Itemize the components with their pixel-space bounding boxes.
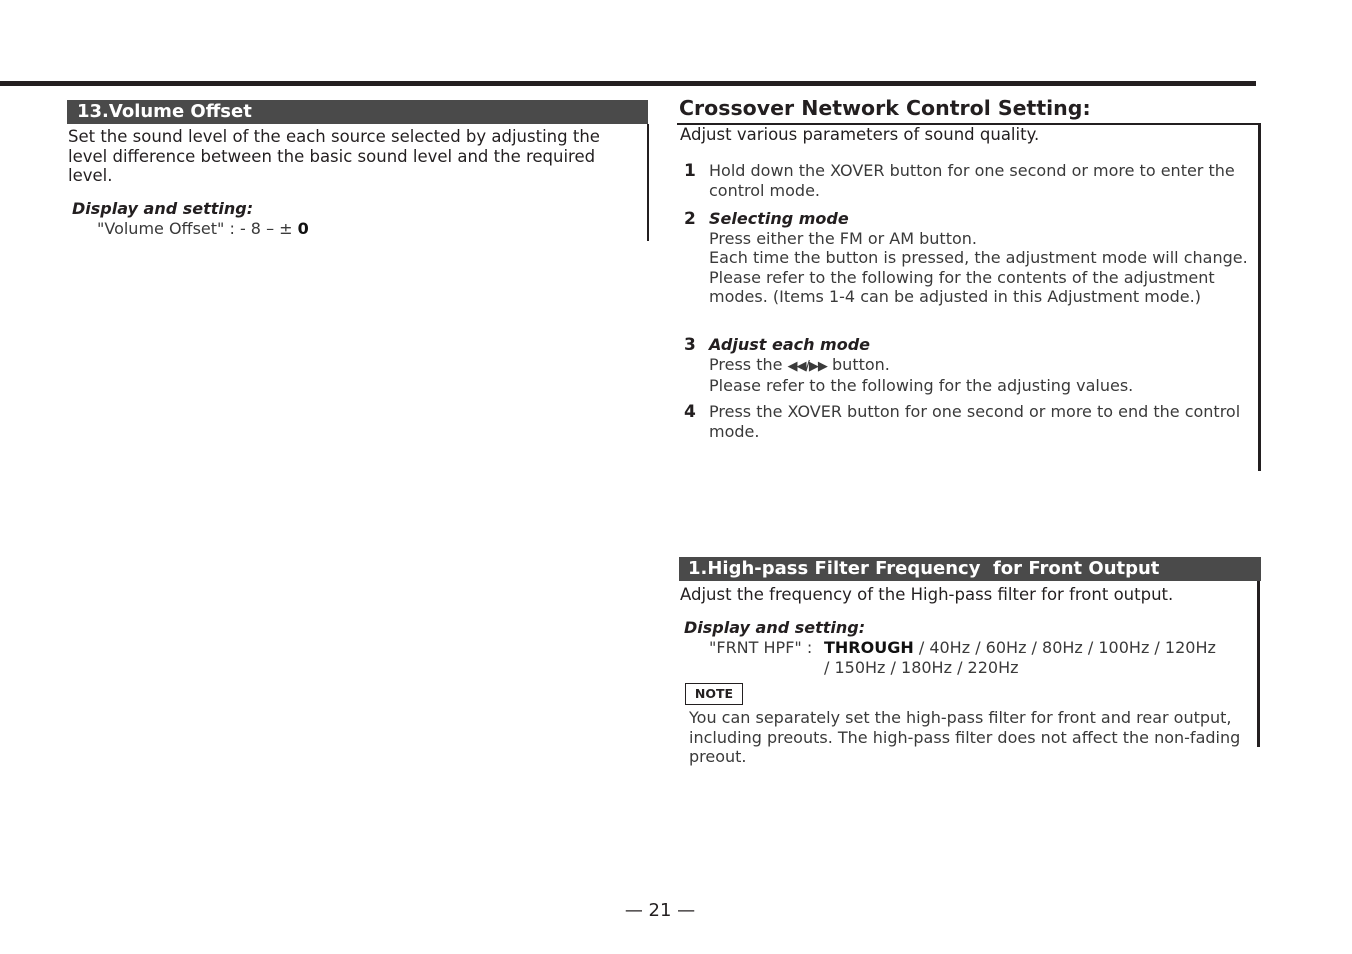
step-text: Hold down the XOVER button for one second or more to enter the control mode. [709, 161, 1235, 200]
step-number: 1 [684, 161, 696, 181]
page-number: — 21 — [624, 900, 696, 921]
column-divider [647, 124, 649, 241]
high-pass-values-line-1: / 40Hz / 60Hz / 80Hz / 100Hz / 120Hz [918, 638, 1216, 657]
volume-offset-header: 13.Volume Offset [67, 100, 648, 124]
track-skip-icon: ◀◀/▶▶ [787, 358, 827, 374]
high-pass-display-label: Display and setting: [684, 618, 866, 637]
high-pass-setting [709, 638, 1254, 677]
volume-offset-setting [97, 219, 309, 239]
step-text: Please refer to the following for the contents of the adjustment modes. (Items 1-4 can be adjusted in this Adjustment mode.) [709, 267, 1215, 306]
step-text: Each time the button is pressed, the adjustment mode will change. [709, 248, 1248, 267]
step-number: 2 [684, 209, 696, 229]
high-pass-values [824, 638, 1254, 658]
volume-offset-range: "Volume Offset" : - 8 – ± [97, 219, 293, 238]
press-after: button. [832, 354, 890, 374]
top-rule [0, 81, 1256, 86]
note-badge: NOTE [685, 683, 743, 705]
crossover-side-rule [1258, 123, 1261, 471]
step-4 [684, 402, 1249, 441]
high-pass-header: 1.High-pass Filter Frequency for Front Output [679, 557, 1261, 581]
note-text: You can separately set the high-pass filter for front and rear output, including preouts. The high-pass filter does not affect the non-fading preout. [689, 708, 1241, 766]
volume-offset-display-label: Display and setting: [72, 199, 254, 218]
step-number: 4 [684, 402, 696, 422]
step-text: Press either the FM or AM button. [709, 228, 977, 248]
high-pass-setting-key: "FRNT HPF" : [709, 638, 813, 657]
step-heading: Selecting mode [709, 209, 849, 228]
high-pass-description: Adjust the frequency of the High-pass filter for front output. [680, 585, 1174, 604]
volume-offset-description: Set the sound level of the each source selected by adjusting the level difference between the basic sound level and the required level. [68, 127, 600, 185]
step-1 [684, 161, 1249, 200]
step-text: Press the XOVER button for one second or more to end the control mode. [709, 402, 1241, 441]
volume-offset-default: 0 [297, 219, 309, 238]
step-number: 3 [684, 335, 696, 355]
press-before: Press the [709, 354, 783, 374]
step-heading: Adjust each mode [709, 335, 871, 354]
high-pass-side-rule [1257, 581, 1260, 747]
crossover-title: Crossover Network Control Setting: [679, 96, 1091, 120]
step-2 [684, 209, 1249, 307]
crossover-intro: Adjust various parameters of sound quality. [680, 125, 1040, 144]
high-pass-values-line-2: / 150Hz / 180Hz / 220Hz [824, 657, 1019, 677]
step-text: Please refer to the following for the adjusting values. [709, 376, 1134, 395]
step-3 [684, 335, 1249, 396]
step-text [709, 355, 1249, 377]
high-pass-default: THROUGH [824, 638, 914, 657]
